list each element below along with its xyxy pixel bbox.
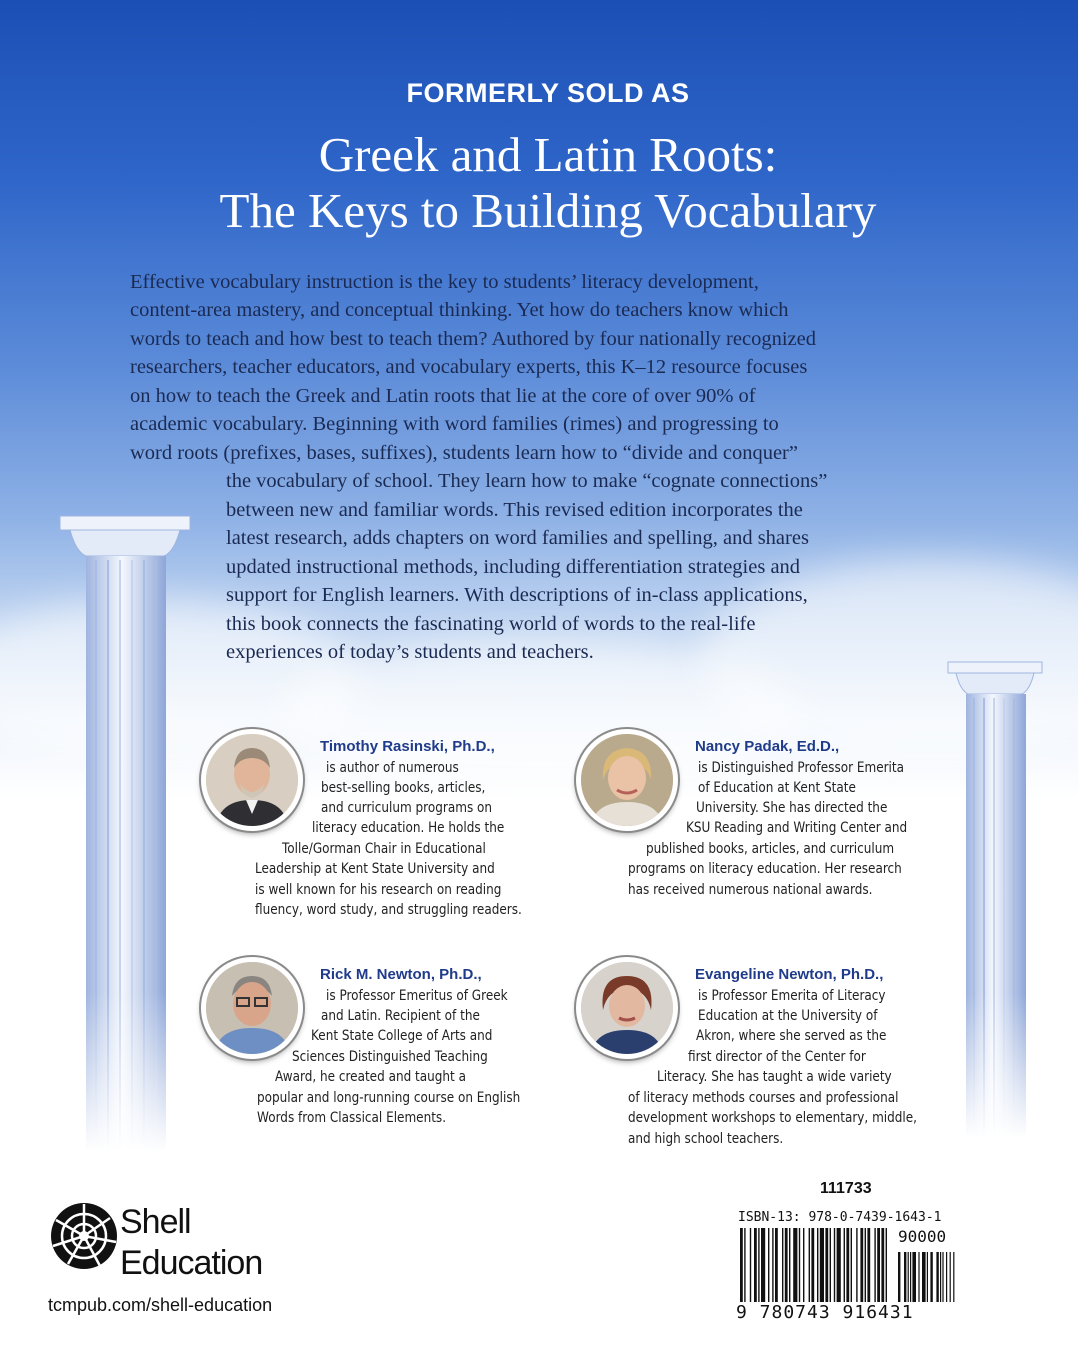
- barcode-bar: [785, 1228, 788, 1302]
- barcode-bar: [927, 1252, 928, 1302]
- barcode-bar: [768, 1228, 769, 1302]
- author-bio-line: Literacy. She has taught a wide variety: [657, 1069, 892, 1085]
- description-line: latest research, adds chapters on word families and spelling, and shares: [226, 527, 809, 549]
- barcode-bar: [867, 1228, 870, 1302]
- description-line: words to teach and how best to teach them? Authored by four nationally recognized: [130, 328, 816, 350]
- description-line: Effective vocabulary instruction is the key to students’ literacy development,: [130, 271, 759, 293]
- left-pillar-illustration: [56, 512, 196, 1152]
- barcode-bar: [782, 1228, 783, 1302]
- author-bio-line: Leadership at Kent State University and: [255, 861, 495, 877]
- author-bio-line: Akron, where she served as the: [696, 1028, 887, 1044]
- author-bio-line: has received numerous national awards.: [628, 882, 873, 898]
- author-bio-line: is Professor Emerita of Literacy: [698, 988, 886, 1004]
- author-bio-line: is Distinguished Professor Emerita: [698, 760, 905, 776]
- barcode-bar: [799, 1228, 800, 1302]
- description-line: the vocabulary of school. They learn how to make “cognate connections”: [226, 470, 828, 492]
- barcode-bar: [809, 1228, 810, 1302]
- formerly-sold-as-label: FORMERLY SOLD AS: [406, 78, 690, 108]
- barcode-bar: [803, 1228, 804, 1302]
- author-bio-line: and high school teachers.: [628, 1131, 784, 1147]
- author-bio-line: popular and long-running course on English: [257, 1090, 521, 1106]
- item-number: 111733: [820, 1180, 872, 1197]
- barcode-bar: [846, 1228, 849, 1302]
- author-bio-line: development workshops to elementary, middle,: [628, 1110, 918, 1126]
- barcode-bar: [834, 1228, 835, 1302]
- publisher-website: tcmpub.com/shell-education: [48, 1295, 273, 1315]
- barcode-bar: [922, 1252, 926, 1302]
- author-bio-line: Education at the University of: [698, 1008, 878, 1024]
- author-bio-line: programs on literacy education. Her research: [628, 861, 902, 877]
- barcode-bar: [744, 1228, 745, 1302]
- barcode-bar: [940, 1252, 941, 1302]
- author-bio-line: published books, articles, and curriculum: [646, 841, 895, 857]
- author-name: Nancy Padak, Ed.D.,: [695, 738, 840, 755]
- barcode-bar: [874, 1228, 875, 1302]
- barcode-bar: [825, 1228, 828, 1302]
- barcode-bar: [936, 1252, 938, 1302]
- description-line: content-area mastery, and conceptual thinking. Yet how do teachers know which: [130, 299, 789, 321]
- author-name: Rick M. Newton, Ph.D.,: [320, 966, 482, 983]
- barcode-bar: [918, 1252, 919, 1302]
- barcode-digits: 9 780743 916431: [736, 1302, 914, 1323]
- former-title-line-1: Greek and Latin Roots:: [318, 127, 778, 182]
- author-name: Timothy Rasinski, Ph.D.,: [320, 738, 495, 755]
- barcode-bar: [904, 1252, 906, 1302]
- barcode-bar: [910, 1252, 911, 1302]
- author-bio-line: Tolle/Gorman Chair in Educational: [282, 841, 486, 857]
- author-bio-line: Award, he created and taught a: [275, 1069, 466, 1085]
- barcode-bar: [851, 1228, 852, 1302]
- barcode-bar: [789, 1228, 790, 1302]
- barcode-bar: [856, 1228, 857, 1302]
- author-name: Evangeline Newton, Ph.D.,: [695, 966, 884, 983]
- barcode-bar: [820, 1228, 824, 1302]
- barcode-bar: [953, 1252, 954, 1302]
- author-bio-line: first director of the Center for: [688, 1049, 866, 1065]
- barcode-bar: [811, 1228, 814, 1302]
- author-bio-line: Sciences Distinguished Teaching: [292, 1049, 488, 1065]
- author-bio-line: is author of numerous: [326, 760, 459, 776]
- author-bio-line: best-selling books, articles,: [321, 780, 486, 796]
- author-bio-line: of Education at Kent State: [698, 780, 856, 796]
- description-line: between new and familiar words. This revised edition incorporates the: [226, 499, 803, 521]
- author-bio-line: and curriculum programs on: [321, 800, 493, 816]
- author-bio-line: is Professor Emeritus of Greek: [326, 988, 508, 1004]
- price-code: 90000: [898, 1227, 947, 1246]
- barcode-bar: [946, 1252, 947, 1302]
- description-line: experiences of today’s students and teachers.: [226, 641, 594, 663]
- description-line: support for English learners. With descriptions of in-class applications,: [226, 584, 808, 606]
- author-bio-line: KSU Reading and Writing Center and: [686, 820, 908, 836]
- barcode-bar: [950, 1252, 951, 1302]
- author-photo-evangeline-newton: [576, 957, 678, 1059]
- barcode-bar: [844, 1228, 845, 1302]
- author-bio-line: is well known for his research on reading: [255, 882, 502, 898]
- description-line: academic vocabulary. Beginning with word families (rimes) and progressing to: [130, 413, 779, 435]
- barcode-bar: [930, 1252, 932, 1302]
- barcode-bar: [775, 1228, 778, 1302]
- description-line: on how to teach the Greek and Latin roots that lie at the core of over 90% of: [130, 385, 756, 407]
- barcode-bar: [860, 1228, 863, 1302]
- barcode-bar: [750, 1228, 751, 1302]
- publisher-logo-education: Education: [120, 1244, 263, 1282]
- isbn-label: ISBN-13: 978-0-7439-1643-1: [738, 1210, 942, 1225]
- barcode-bar: [877, 1228, 880, 1302]
- nautilus-shell-icon: [48, 1200, 120, 1272]
- author-photo-nancy-padak: [576, 729, 678, 831]
- former-title-line-2: The Keys to Building Vocabulary: [219, 183, 877, 238]
- description-line: updated instructional methods, including differentiation strategies and: [226, 556, 801, 578]
- publisher-logo-shell: Shell: [120, 1203, 191, 1241]
- barcode-bar: [881, 1228, 884, 1302]
- barcode-bar: [772, 1228, 773, 1302]
- barcode-bar: [754, 1228, 757, 1302]
- barcode-bar: [865, 1228, 866, 1302]
- barcode-bar: [912, 1252, 916, 1302]
- barcode-bar: [761, 1228, 765, 1302]
- author-bio-line: literacy education. He holds the: [312, 820, 505, 836]
- description-line: researchers, teacher educators, and vocabulary experts, this K–12 resource focuses: [130, 356, 808, 378]
- barcode-bar: [817, 1228, 818, 1302]
- right-pillar-illustration: [946, 658, 1046, 1138]
- barcode-bar: [793, 1228, 797, 1302]
- barcode-bar: [908, 1252, 909, 1302]
- barcode-bar: [898, 1252, 900, 1302]
- barcode-bar: [837, 1228, 841, 1302]
- author-bio-line: of literacy methods courses and professional: [628, 1090, 899, 1106]
- barcode-bar: [942, 1252, 943, 1302]
- author-bio-line: University. She has directed the: [696, 800, 888, 816]
- description-line: this book connects the fascinating world of words to the real-life: [226, 613, 756, 635]
- barcode-bar: [758, 1228, 759, 1302]
- author-bio-line: and Latin. Recipient of the: [321, 1008, 480, 1024]
- author-photo-rick-newton: [201, 957, 303, 1059]
- barcode-bar: [830, 1228, 831, 1302]
- author-photo-timothy-rasinski: [201, 729, 303, 831]
- author-bio-line: fluency, word study, and struggling readers.: [255, 902, 522, 918]
- barcode-bar: [740, 1228, 743, 1302]
- author-bio-line: Words from Classical Elements.: [257, 1110, 447, 1126]
- barcode-bar: [886, 1228, 887, 1302]
- author-bio-line: Kent State College of Arts and: [311, 1028, 493, 1044]
- description-line: word roots (prefixes, bases, suffixes), students learn how to “divide and conquer”: [130, 442, 798, 464]
